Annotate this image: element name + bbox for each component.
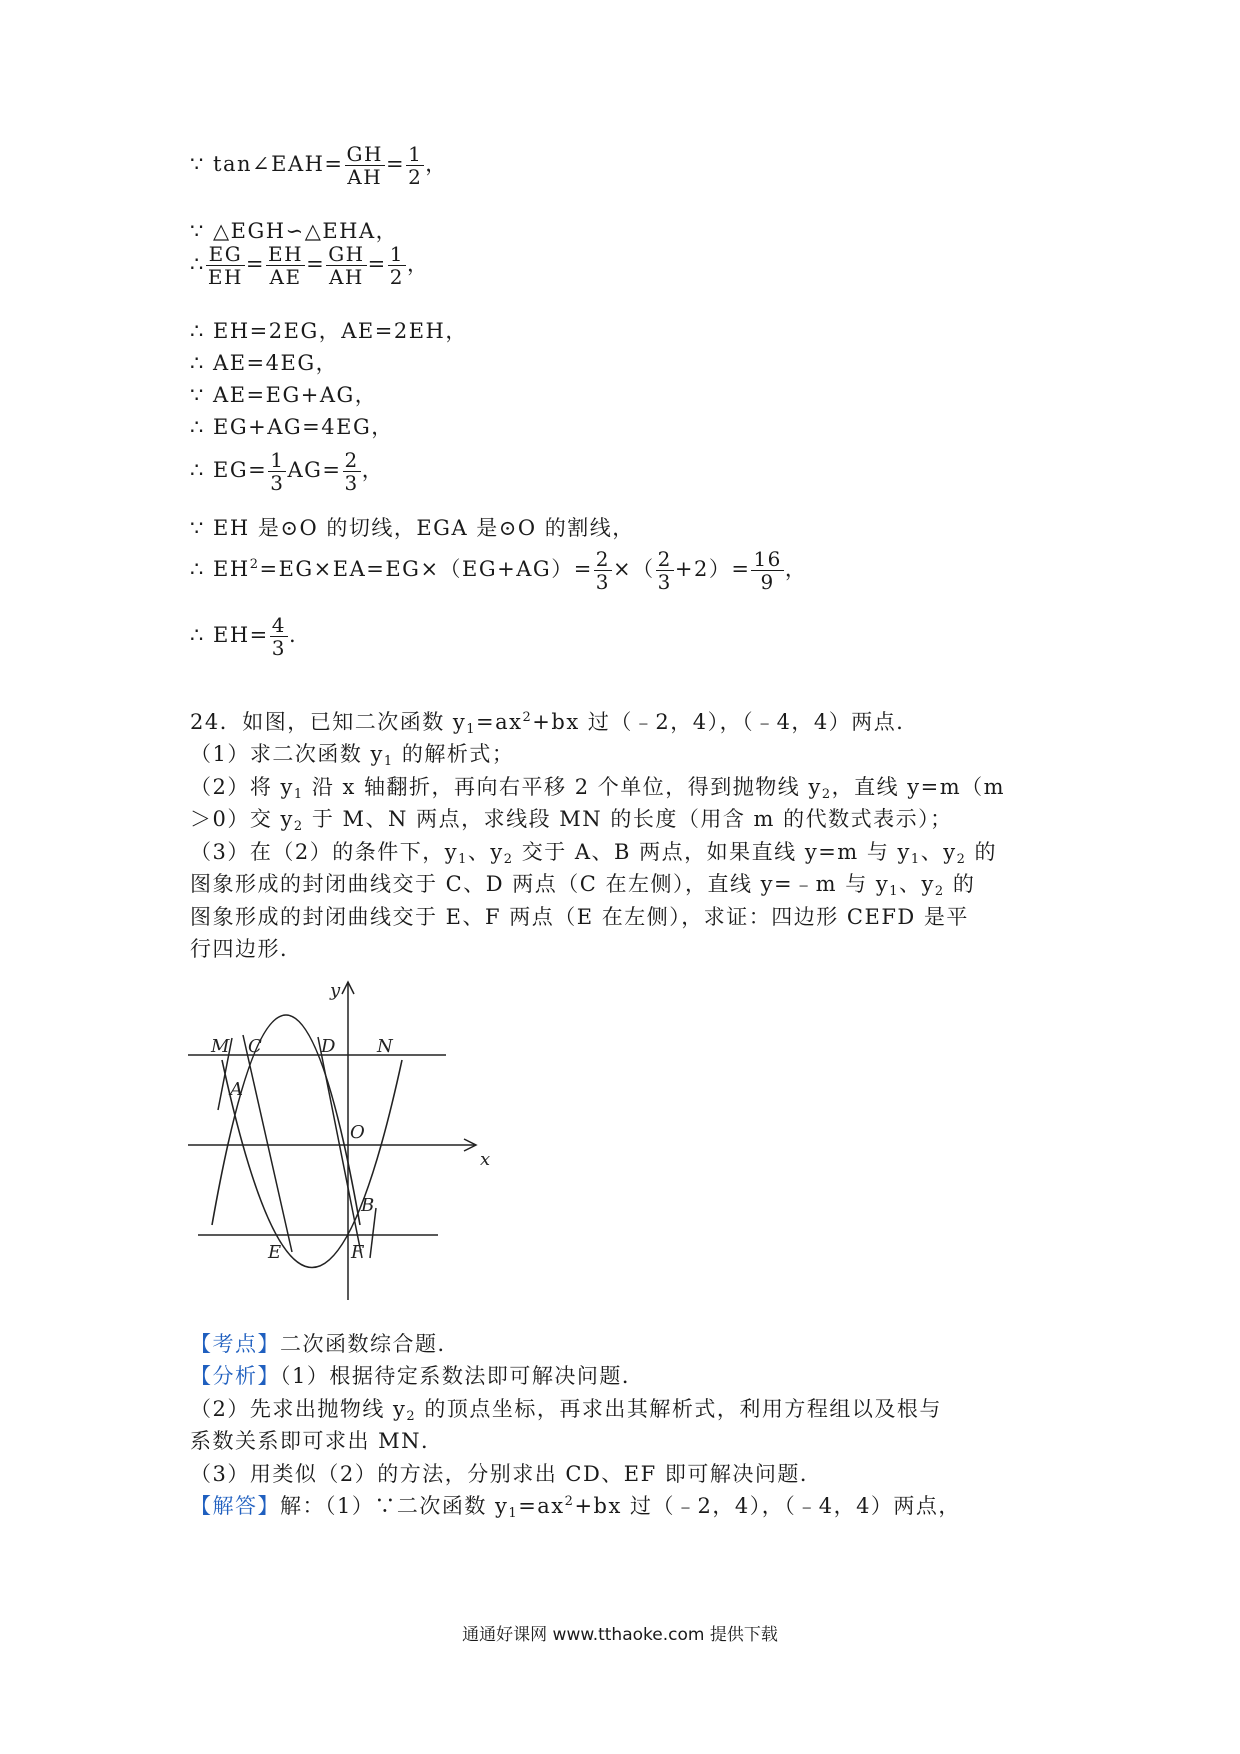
text: ， <box>361 458 385 482</box>
text: =ax <box>476 710 523 734</box>
text: 图象形成的封闭曲线交于 C、D 两点（C 在左侧），直线 y=﹣m 与 y <box>190 872 890 896</box>
text: 交于 A、B 两点，如果直线 y=m 与 y <box>513 840 911 864</box>
fenxi-line-3: 系数关系即可求出 MN． <box>190 1429 444 1453</box>
numerator: GH <box>328 242 365 266</box>
kaodian-line <box>190 1330 460 1358</box>
subscript: 2 <box>956 852 967 867</box>
parabola-y2 <box>222 1060 402 1268</box>
text: ， <box>784 557 808 581</box>
superscript: 2 <box>522 710 533 725</box>
text: ∴ EH <box>190 557 250 581</box>
text: +bx 过（﹣2，4），（﹣4，4）两点． <box>532 710 919 734</box>
proof-line-4: ∴ EH=2EG，AE=2EH， <box>190 319 468 343</box>
parabola-figure <box>182 975 491 1305</box>
x-axis-label: x <box>480 1149 491 1170</box>
proof-line-11 <box>190 614 297 659</box>
denominator: 2 <box>389 265 404 289</box>
denominator: 3 <box>270 471 285 495</box>
proof-line-1 <box>190 143 448 188</box>
problem-part-3-cont2: 图象形成的封闭曲线交于 E、F 两点（E 在左侧），求证：四边形 CEFD 是平 <box>190 905 969 929</box>
fenxi-line-2 <box>190 1395 942 1423</box>
jieda-tag: 【解答】 <box>190 1494 280 1518</box>
text: 解：（1）∵二次函数 y <box>280 1494 509 1518</box>
problem-part-3 <box>190 838 997 866</box>
problem-part-2 <box>190 773 1005 801</box>
numerator: 2 <box>657 547 672 571</box>
subscript: 1 <box>293 787 304 802</box>
proof-line-5: ∴ AE=4EG， <box>190 351 339 375</box>
subscript: 1 <box>889 884 900 899</box>
denominator: 2 <box>408 165 423 189</box>
numerator: EH <box>268 242 304 266</box>
point-e-label: E <box>268 1242 282 1263</box>
kaodian-tag: 【考点】 <box>190 1332 280 1356</box>
text: 的 <box>966 840 998 864</box>
fraction <box>326 243 366 288</box>
text: +2）= <box>674 557 751 581</box>
fraction <box>345 143 385 188</box>
text: AG= <box>287 458 342 482</box>
fraction <box>206 243 245 288</box>
text: 、y <box>467 840 504 864</box>
parabola-y1 <box>212 1015 360 1225</box>
numerator: 2 <box>344 448 359 472</box>
numerator: GH <box>346 142 383 166</box>
text: 的顶点坐标，再求出其解析式，利用方程组以及根与 <box>416 1397 942 1421</box>
text: 24．如图，已知二次函数 y <box>190 710 467 734</box>
fenxi-line-4: （3）用类似（2）的方法，分别求出 CD、EF 即可解决问题． <box>190 1462 823 1486</box>
denominator: AE <box>269 265 302 289</box>
numerator: 4 <box>271 613 287 637</box>
fraction <box>594 548 612 593</box>
text: ，直线 y=m（m <box>831 775 1006 799</box>
subscript: 1 <box>458 852 468 867</box>
fraction <box>751 548 783 593</box>
y-axis-label: y <box>330 980 341 1001</box>
proof-line-6: ∵ AE=EG+AG， <box>190 383 378 407</box>
text: +bx 过（﹣2，4），（﹣4，4）两点， <box>574 1494 961 1518</box>
problem-part-2-cont <box>190 805 953 833</box>
denominator: EH <box>207 265 243 289</box>
subscript: 1 <box>508 1506 519 1521</box>
text: 的解析式； <box>393 742 515 766</box>
superscript: 2 <box>564 1494 575 1509</box>
denominator: AH <box>347 165 383 189</box>
point-m-label: M <box>211 1036 230 1057</box>
line-df <box>318 1037 362 1258</box>
text: =EG×EA=EG×（EG+AG）= <box>259 557 593 581</box>
proof-line-10 <box>190 548 807 593</box>
text: （1）根据待定系数法即可解决问题． <box>280 1364 645 1388</box>
denominator: 9 <box>760 570 775 594</box>
fraction <box>266 243 305 288</box>
point-a-label: A <box>230 1079 243 1100</box>
text: （3）在（2）的条件下，y <box>190 840 459 864</box>
text: ∴ EG= <box>190 458 268 482</box>
text: = <box>245 252 266 276</box>
text: （1）求二次函数 y <box>190 742 384 766</box>
text: ， <box>425 152 448 176</box>
numerator: 1 <box>408 142 423 166</box>
fraction <box>656 548 674 593</box>
denominator: 3 <box>271 636 287 660</box>
numerator: 2 <box>595 547 611 571</box>
fraction <box>406 143 424 188</box>
numerator: 16 <box>753 547 782 571</box>
text: 的 <box>944 872 976 896</box>
denominator: AH <box>328 265 364 289</box>
fraction <box>270 614 288 659</box>
text: 、y <box>899 872 935 896</box>
superscript: 2 <box>249 557 260 572</box>
line-ce <box>243 1035 292 1252</box>
text: = <box>306 252 326 276</box>
subscript: 1 <box>466 722 477 737</box>
subscript: 2 <box>934 884 945 899</box>
point-c-label: C <box>248 1036 262 1057</box>
problem-part-3-cont <box>190 870 975 898</box>
point-b-label: B <box>361 1195 375 1216</box>
denominator: 3 <box>344 471 359 495</box>
text: 、y <box>920 840 957 864</box>
numerator: 1 <box>389 242 404 266</box>
text: ∴ EH= <box>190 623 269 647</box>
numerator: 1 <box>270 448 285 472</box>
problem-part-3-cont3: 行四边形． <box>190 937 303 961</box>
proof-line-3 <box>190 243 429 288</box>
text: ， <box>406 252 430 276</box>
text: 于 M、N 两点，求线段 MN 的长度（用含 m 的代数式表示）； <box>303 807 953 831</box>
point-f-label: F <box>351 1242 364 1263</box>
text: （2）先求出抛物线 y <box>190 1397 407 1421</box>
subscript: 1 <box>383 754 394 769</box>
proof-line-2: ∵ △EGH∽△EHA， <box>190 219 399 243</box>
jieda-line <box>190 1492 961 1520</box>
point-o-label: O <box>350 1122 365 1143</box>
subscript: 2 <box>503 852 514 867</box>
subscript: 2 <box>821 787 832 802</box>
fraction <box>268 449 286 494</box>
text: ∴ <box>190 252 205 276</box>
text: ∵ tan∠EAH= <box>190 152 344 176</box>
subscript: 1 <box>910 852 921 867</box>
proof-line-7: ∴ EG+AG=4EG， <box>190 415 394 439</box>
page-footer: 通通好课网 www.tthaoke.com 提供下载 <box>462 1625 778 1645</box>
fenxi-line <box>190 1362 644 1390</box>
fenxi-tag: 【分析】 <box>190 1364 280 1388</box>
proof-line-8 <box>190 449 384 494</box>
denominator: 3 <box>657 570 672 594</box>
denominator: 3 <box>595 570 611 594</box>
text: （2）将 y <box>190 775 294 799</box>
text: = <box>367 252 387 276</box>
point-d-label: D <box>321 1036 336 1057</box>
text: 二次函数综合题． <box>280 1332 460 1356</box>
proof-line-9: ∵ EH 是⊙O 的切线，EGA 是⊙O 的割线， <box>190 516 635 540</box>
text: ×（ <box>613 557 655 581</box>
text: 沿 x 轴翻折，再向右平移 2 个单位，得到抛物线 y <box>303 775 822 799</box>
fraction <box>343 449 361 494</box>
subscript: 2 <box>293 819 304 834</box>
point-n-label: N <box>377 1036 393 1057</box>
text: . <box>289 623 298 647</box>
fraction <box>388 243 406 288</box>
text: = <box>385 152 406 176</box>
numerator: EG <box>206 243 245 266</box>
text: =ax <box>518 1494 565 1518</box>
subscript: 2 <box>406 1409 417 1424</box>
problem-statement <box>190 708 919 736</box>
problem-part-1 <box>190 740 514 768</box>
text: ＞0）交 y <box>190 807 294 831</box>
